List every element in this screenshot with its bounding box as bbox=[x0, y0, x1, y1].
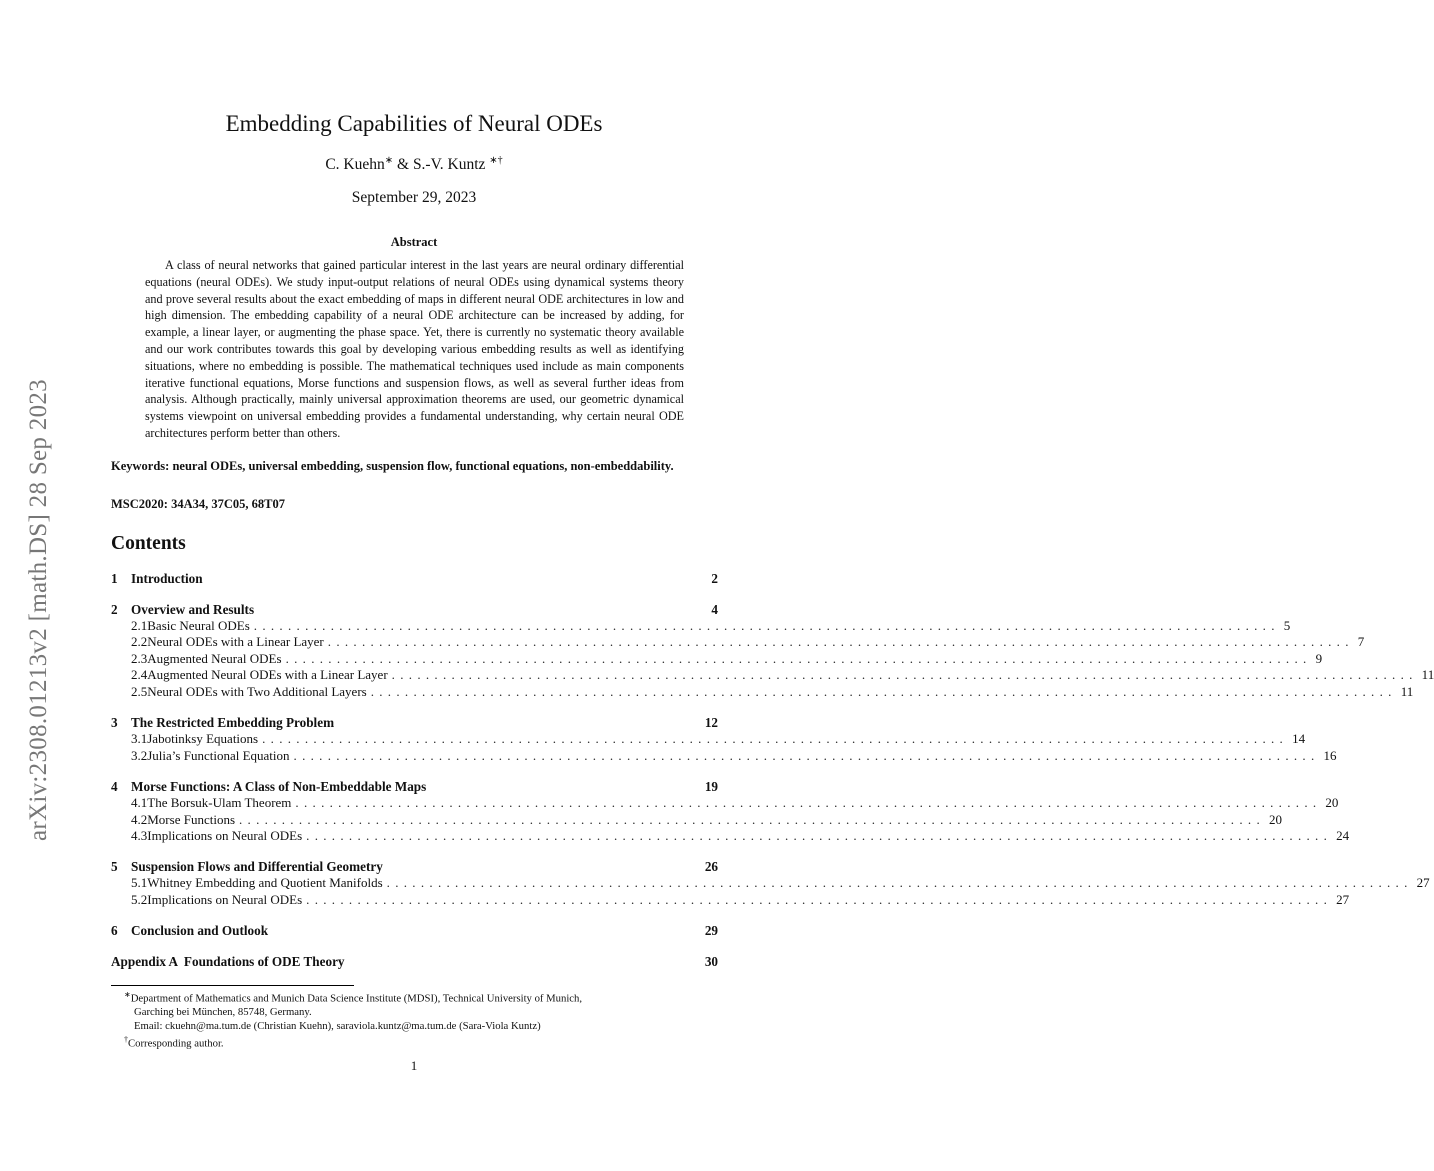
toc-subsection-entry[interactable] bbox=[111, 794, 1339, 812]
toc-section-title: Overview and Results bbox=[131, 601, 255, 617]
toc-section-entry[interactable] bbox=[111, 570, 718, 587]
footnote-1-line-1: Department of Mathematics and Munich Data Science Institute (MDSI), Technical University of Munich, bbox=[130, 992, 583, 1005]
toc-subsection-page: 9 bbox=[1315, 650, 1323, 666]
toc-section-number: 3 bbox=[111, 715, 118, 731]
toc-subsection-number: 5.2 bbox=[131, 891, 148, 907]
toc-dot-leader: ........................................................................................................................ bbox=[327, 634, 1354, 650]
toc-dot-leader: ........................................................................................................................ bbox=[253, 617, 1280, 633]
toc-section-number: 2 bbox=[111, 601, 118, 617]
paper-date: September 29, 2023 bbox=[351, 189, 477, 206]
toc-subsection-title: Basic Neural ODEs bbox=[147, 617, 250, 633]
toc-section-entry[interactable] bbox=[111, 953, 718, 970]
toc-dot-leader: ........................................................................................................................ bbox=[239, 811, 1265, 827]
footnote-1-line-2: Garching bei München, 85748, Germany. bbox=[134, 1006, 312, 1019]
toc-subsection-entry[interactable] bbox=[111, 828, 1350, 845]
keywords: Keywords: neural ODEs, universal embedding, suspension flow, functional equations, non-embeddability. bbox=[111, 459, 674, 473]
toc-section-entry[interactable] bbox=[111, 858, 718, 875]
toc-subsection-number: 3.2 bbox=[131, 747, 148, 763]
toc-dot-leader: ........................................................................................................................ bbox=[370, 683, 1397, 699]
toc-subsection-page: 11 bbox=[1400, 683, 1414, 699]
toc-section-number: 5 bbox=[111, 859, 118, 875]
toc-subsection-number: 3.1 bbox=[131, 731, 148, 747]
footnote-2-mark: † bbox=[124, 1035, 128, 1045]
toc-subsection-entry[interactable] bbox=[111, 811, 1282, 829]
toc-subsection-entry[interactable] bbox=[111, 683, 1414, 701]
toc-gap bbox=[111, 701, 718, 715]
toc-subsection-title: The Borsuk-Ulam Theorem bbox=[147, 794, 292, 810]
toc-dot-leader: ........................................................................................................................ bbox=[391, 667, 1418, 683]
table-of-contents bbox=[111, 570, 1434, 970]
toc-subsection-number: 2.2 bbox=[131, 634, 148, 650]
toc-section-title: The Restricted Embedding Problem bbox=[131, 715, 335, 731]
toc-subsection-entry[interactable] bbox=[111, 891, 1350, 909]
toc-subsection-entry[interactable] bbox=[111, 731, 1306, 748]
toc-dot-leader: ........................................................................................................................ bbox=[293, 747, 1320, 763]
toc-gap bbox=[111, 764, 718, 778]
footnote-1-line-3: Email: ckuehn@ma.tum.de (Christian Kuehn), saraviola.kuntz@ma.tum.de (Sara-Viola Kuntz) bbox=[134, 1019, 541, 1032]
authors bbox=[0, 155, 828, 174]
msc-codes: MSC2020: 34A34, 37C05, 68T07 bbox=[111, 497, 285, 511]
toc-dot-leader: ........................................................................................................................ bbox=[306, 828, 1333, 844]
toc-section-page: 19 bbox=[704, 778, 718, 794]
toc-section-entry[interactable] bbox=[111, 714, 718, 731]
author-2: S.-V. Kuntz bbox=[412, 156, 486, 174]
toc-subsection-entry[interactable] bbox=[111, 617, 1291, 635]
toc-section-title: Conclusion and Outlook bbox=[131, 923, 269, 939]
footnote-1-mark: ∗ bbox=[124, 990, 131, 999]
toc-subsection-page: 27 bbox=[1416, 875, 1430, 891]
toc-subsection-page: 7 bbox=[1357, 634, 1365, 650]
toc-subsection-number: 4.3 bbox=[131, 828, 148, 844]
toc-subsection-page: 14 bbox=[1292, 731, 1306, 747]
toc-dot-leader: ........................................................................................................................ bbox=[295, 794, 1322, 810]
toc-subsection-title: Neural ODEs with a Linear Layer bbox=[147, 634, 324, 650]
author-1: C. Kuehn bbox=[325, 156, 385, 174]
toc-section-page: 30 bbox=[704, 953, 718, 969]
toc-section-entry[interactable] bbox=[111, 922, 718, 939]
toc-subsection-title: Implications on Neural ODEs bbox=[147, 891, 303, 907]
footnote-2 bbox=[111, 1033, 718, 1051]
toc-section-page: 2 bbox=[711, 571, 718, 586]
toc-section-title: Appendix A Foundations of ODE Theory bbox=[111, 953, 345, 969]
contents-heading: Contents bbox=[111, 533, 186, 554]
toc-section-title: Introduction bbox=[131, 571, 203, 586]
toc-dot-leader: ........................................................................................................................ bbox=[285, 650, 1312, 666]
toc-subsection-title: Augmented Neural ODEs bbox=[147, 650, 282, 666]
toc-subsection-page: 20 bbox=[1325, 794, 1339, 810]
toc-section-number: 1 bbox=[111, 571, 118, 586]
toc-section-number: 4 bbox=[111, 778, 118, 794]
toc-gap bbox=[111, 939, 718, 953]
toc-dot-leader: ........................................................................................................................ bbox=[262, 731, 1289, 747]
toc-subsection-entry[interactable] bbox=[111, 667, 1434, 684]
author-separator: & bbox=[393, 156, 413, 174]
toc-subsection-number: 5.1 bbox=[131, 875, 148, 891]
toc-section-page: 26 bbox=[704, 859, 718, 875]
toc-subsection-title: Neural ODEs with Two Additional Layers bbox=[147, 683, 367, 699]
toc-gap bbox=[111, 845, 718, 859]
abstract-heading: Abstract bbox=[390, 235, 438, 249]
toc-subsection-entry[interactable] bbox=[111, 634, 1365, 651]
toc-subsection-title: Julia’s Functional Equation bbox=[147, 747, 290, 763]
toc-subsection-page: 11 bbox=[1421, 667, 1434, 683]
toc-subsection-number: 2.4 bbox=[131, 667, 148, 683]
paper-title: Embedding Capabilities of Neural ODEs bbox=[225, 111, 603, 136]
toc-subsection-page: 5 bbox=[1283, 617, 1291, 633]
toc-subsection-title: Implications on Neural ODEs bbox=[147, 828, 303, 844]
toc-subsection-entry[interactable] bbox=[111, 875, 1430, 892]
toc-subsection-page: 20 bbox=[1269, 811, 1282, 827]
toc-subsection-number: 2.3 bbox=[131, 650, 148, 666]
toc-subsection-page: 16 bbox=[1323, 747, 1337, 763]
toc-subsection-page: 24 bbox=[1336, 828, 1350, 844]
toc-subsection-title: Morse Functions bbox=[147, 811, 235, 827]
toc-dot-leader: ........................................................................................................................ bbox=[306, 891, 1333, 907]
footnote-rule bbox=[111, 985, 354, 986]
footnotes bbox=[111, 988, 718, 1051]
footnote-2-text: Corresponding author. bbox=[128, 1037, 224, 1050]
author-1-mark: ∗ bbox=[384, 155, 394, 166]
toc-subsection-number: 4.1 bbox=[131, 794, 148, 810]
toc-gap bbox=[111, 587, 718, 601]
toc-section-page: 4 bbox=[711, 601, 718, 617]
toc-subsection-title: Jabotinksy Equations bbox=[147, 731, 259, 747]
toc-subsection-page: 27 bbox=[1336, 891, 1350, 907]
toc-subsection-number: 2.5 bbox=[131, 683, 148, 699]
toc-subsection-entry[interactable] bbox=[111, 747, 1337, 765]
toc-section-entry[interactable] bbox=[111, 778, 718, 795]
toc-gap bbox=[111, 909, 718, 923]
toc-subsection-title: Augmented Neural ODEs with a Linear Layer bbox=[147, 667, 388, 683]
toc-dot-leader: ........................................................................................................................ bbox=[386, 875, 1413, 891]
toc-section-title: Suspension Flows and Differential Geometry bbox=[131, 859, 383, 875]
toc-subsection-title: Whitney Embedding and Quotient Manifolds bbox=[147, 875, 383, 891]
toc-section-page: 29 bbox=[704, 923, 718, 939]
author-2-mark: ∗† bbox=[489, 155, 503, 166]
page-number: 1 bbox=[410, 1058, 418, 1073]
toc-section-title: Morse Functions: A Class of Non-Embeddable Maps bbox=[131, 778, 427, 794]
footnote-1 bbox=[111, 988, 718, 1006]
toc-section-number: 6 bbox=[111, 923, 118, 939]
toc-subsection-number: 4.2 bbox=[131, 811, 148, 827]
abstract-text: A class of neural networks that gained particular interest in the last years are neural ordinary differential equations (neural ODEs). We study input-output relations of neural ODEs using dynamical systems theory and prove several results about the exact embedding of maps in different neural ODE architectures in low and high dimension. The embedding capability of a neural ODE architecture can be increased by adding, for example, a linear layer, or augmenting the phase space. Yet, there is currently no systematic theory available and our work contributes towards this goal by developing various embedding results as well as identifying situations, where no embedding is possible. The mathematical techniques used include as main components iterative functional equations, Morse functions and suspension flows, as well as several further ideas from analysis. Although practically, mainly universal approximation theorems are used, our geometric dynamical systems viewpoint on universal embedding provides a fundamental understanding, why certain neural ODE architectures perform better than others. bbox=[145, 258, 684, 440]
toc-section-entry[interactable] bbox=[111, 601, 718, 618]
toc-section-page: 12 bbox=[704, 715, 718, 731]
toc-subsection-number: 2.1 bbox=[131, 617, 148, 633]
arxiv-stamp: arXiv:2308.01213v2 [math.DS] 28 Sep 2023 bbox=[25, 379, 52, 841]
toc-subsection-entry[interactable] bbox=[111, 650, 1323, 668]
